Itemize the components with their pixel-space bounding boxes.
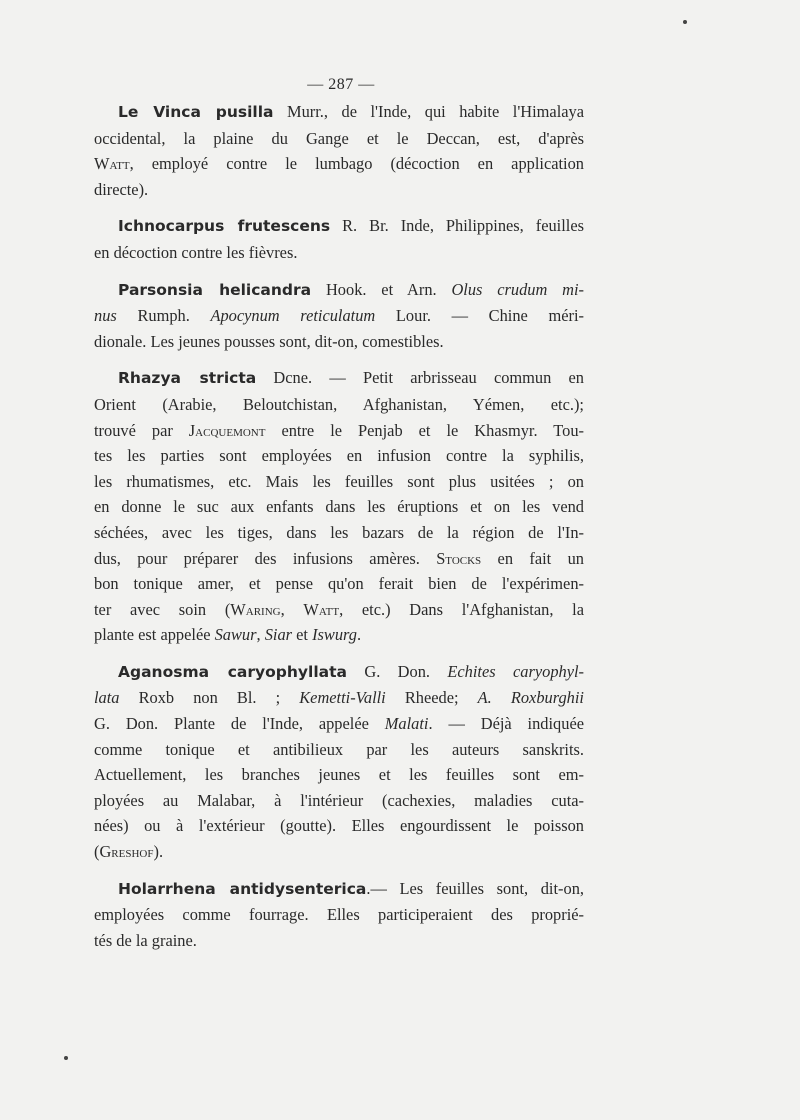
paper-speck <box>64 1056 68 1060</box>
text-line: Orient (Arabie, Beloutchistan, Afghanistan, Yémen, etc.); <box>94 394 584 414</box>
text-line: ter avec soin (Waring, Watt, etc.) Dans l'Afghanistan, la <box>94 599 584 619</box>
species-name: Aganosma caryophyllata <box>118 662 347 681</box>
entry-ichnocarpus-frutescens <box>94 213 584 265</box>
text-line: Parsonsia helicandra Hook. et Arn. Olus crudum mi- <box>118 279 585 299</box>
author-name: Watt <box>303 599 340 619</box>
author-name: Jacquemont <box>188 420 266 440</box>
text-line: nées) ou à l'extérieur (goutte). Elles engourdissent le poisson <box>94 816 584 836</box>
text-line: directe). <box>94 179 149 199</box>
text-line: trouvé par Jacquemont entre le Penjab et le Khasmyr. Tou- <box>94 420 584 440</box>
page-number: — 287 — <box>307 76 375 93</box>
text-line: lata Roxb non Bl. ; Kemetti-Valli Rheede; A. Roxburghii <box>94 688 584 708</box>
entry-vinca-pusilla <box>94 99 584 202</box>
text-line: comme tonique et antibilieux par les auteurs sanskrits. <box>94 739 584 759</box>
author-name: Waring <box>230 599 281 619</box>
text-line: les rhumatismes, etc. Mais les feuilles sont plus usitées ; on <box>94 471 584 491</box>
entry-aganosma-caryophyllata <box>94 659 584 865</box>
species-name: Rhazya stricta <box>118 369 257 388</box>
entry-holarrhena-antidysenterica <box>94 876 584 954</box>
text-line: Actuellement, les branches jeunes et les feuilles sont em- <box>94 765 584 785</box>
species-name: Holarrhena antidysenterica <box>118 879 367 898</box>
text-line: Rhazya stricta Dcne. — Petit arbrisseau commun en <box>118 368 585 388</box>
text-line: ployées au Malabar, à l'intérieur (cachexies, maladies cuta- <box>94 790 584 810</box>
text-line: Le Vinca pusilla Murr., de l'Inde, qui habite l'Himalaya <box>118 102 584 121</box>
text-line: Watt, employé contre le lumbago (décoction en application <box>94 154 584 174</box>
text-line: tés de la graine. <box>94 930 197 950</box>
text-line: nus Rumph. Apocynum reticulatum Lour. — Chine méri- <box>94 306 584 326</box>
entry-rhazya-stricta <box>94 365 584 648</box>
text-line: G. Don. Plante de l'Inde, appelée Malati. — Déjà indiquée <box>94 714 584 734</box>
text-line: Aganosma caryophyllata G. Don. Echites caryophyl- <box>118 661 584 681</box>
text-line: en donne le suc aux enfants dans les éruptions et on les vend <box>94 497 584 517</box>
species-name: Ichnocarpus frutescens <box>118 217 331 236</box>
paper-speck <box>683 20 687 24</box>
text-line: employées comme fourrage. Elles participeraient des proprié- <box>94 905 584 925</box>
text-line: dionale. Les jeunes pousses sont, dit-on, comestibles. <box>94 331 444 351</box>
text-line: (Greshof). <box>94 842 164 862</box>
body-text <box>94 99 584 964</box>
author-name: Stocks <box>436 548 482 568</box>
text-line: Holarrhena antidysenterica.— Les feuilles sont, dit-on, <box>118 878 584 898</box>
species-name: Le Vinca pusilla <box>118 103 274 121</box>
text-line: dus, pour préparer des infusions amères. Stocks en fait un <box>94 548 584 568</box>
species-name: Parsonsia helicandra <box>118 280 312 299</box>
author-name: Watt <box>94 154 130 174</box>
text-line: en décoction contre les fièvres. <box>94 242 298 262</box>
text-line: occidental, la plaine du Gange et le Deccan, est, d'après <box>94 128 584 148</box>
text-line: tes les parties sont employées en infusion contre la syphilis, <box>94 446 584 466</box>
entry-parsonsia-helicandra <box>94 277 584 355</box>
author-name: Greshof <box>99 842 154 862</box>
text-line: bon tonique amer, et pense qu'on ferait bien de l'expérimen- <box>94 574 584 594</box>
text-line: séchées, avec les tiges, dans les bazars de la région de l'In- <box>94 522 584 542</box>
text-line: plante est appelée Sawur, Siar et Iswurg. <box>94 625 362 645</box>
text-line: Ichnocarpus frutescens R. Br. Inde, Philippines, feuilles <box>118 216 584 236</box>
